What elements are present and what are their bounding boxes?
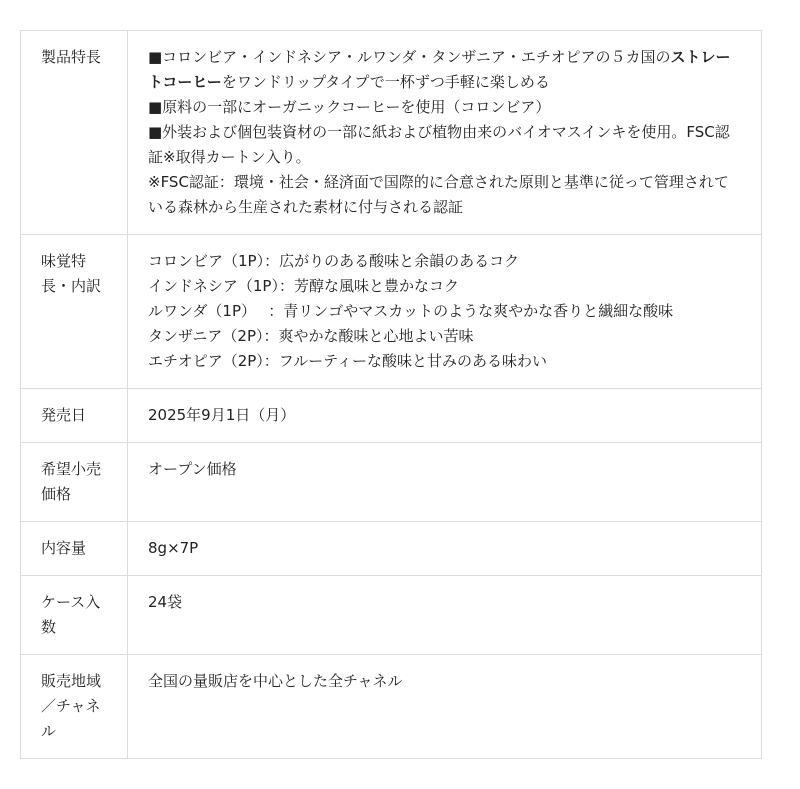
row-value-taste xyxy=(128,235,762,389)
row-label-price: 希望小売価格 xyxy=(21,443,128,522)
row-value-price: オープン価格 xyxy=(128,443,762,522)
feature-line-1-bold: ストレートコーヒー xyxy=(148,48,731,91)
product-spec-table xyxy=(20,30,762,759)
feature-line-1 xyxy=(148,45,741,95)
row-label-sales-region: 販売地域／チャネル xyxy=(21,655,128,759)
row-label-features: 製品特長 xyxy=(21,31,128,235)
row-value-features xyxy=(128,31,762,235)
row-label-case-quantity: ケース入数 xyxy=(21,576,128,655)
table-row-contents xyxy=(21,522,762,576)
table-row-release-date xyxy=(21,389,762,443)
feature-line-4: ※FSC認証：環境・社会・経済面で国際的に合意された原則と基準に従って管理されている森林から生産された素材に付与される認証 xyxy=(148,173,729,216)
row-label-release-date: 発売日 xyxy=(21,389,128,443)
table-row-case-quantity xyxy=(21,576,762,655)
row-value-sales-region: 全国の量販店を中心とした全チャネル xyxy=(128,655,762,759)
taste-line-tanzania: タンザニア（2P）：爽やかな酸味と心地よい苦味 xyxy=(148,327,474,345)
feature-line-3: ■外装および個包装資材の一部に紙および植物由来のバイオマスインキを使用。FSC認証※取得カートン入り。 xyxy=(148,123,730,166)
taste-line-indonesia: インドネシア（1P）：芳醇な風味と豊かなコク xyxy=(148,277,459,295)
feature-line-1-text: ■コロンビア・インドネシア・ルワンダ・タンザニア・エチオピアの５カ国の xyxy=(148,48,671,66)
table-row-features xyxy=(21,31,762,235)
table-row-price xyxy=(21,443,762,522)
row-label-contents: 内容量 xyxy=(21,522,128,576)
row-value-release-date: 2025年9月1日（月） xyxy=(128,389,762,443)
table-row-sales-region xyxy=(21,655,762,759)
row-value-case-quantity: 24袋 xyxy=(128,576,762,655)
row-label-taste: 味覚特長・内訳 xyxy=(21,235,128,389)
row-value-contents: 8g×7P xyxy=(128,522,762,576)
table-row-taste xyxy=(21,235,762,389)
feature-line-2: ■原料の一部にオーガニックコーヒーを使用（コロンビア） xyxy=(148,98,551,116)
taste-line-rwanda: ルワンダ（1P） ：青リンゴやマスカットのような爽やかな香りと繊細な酸味 xyxy=(148,302,674,320)
taste-line-ethiopia: エチオピア（2P）：フルーティーな酸味と甘みのある味わい xyxy=(148,352,547,370)
feature-line-1-tail: をワンドリップタイプで一杯ずつ手軽に楽しめる xyxy=(221,73,550,91)
taste-line-colombia: コロンビア（1P）：広がりのある酸味と余韻のあるコク xyxy=(148,252,520,270)
